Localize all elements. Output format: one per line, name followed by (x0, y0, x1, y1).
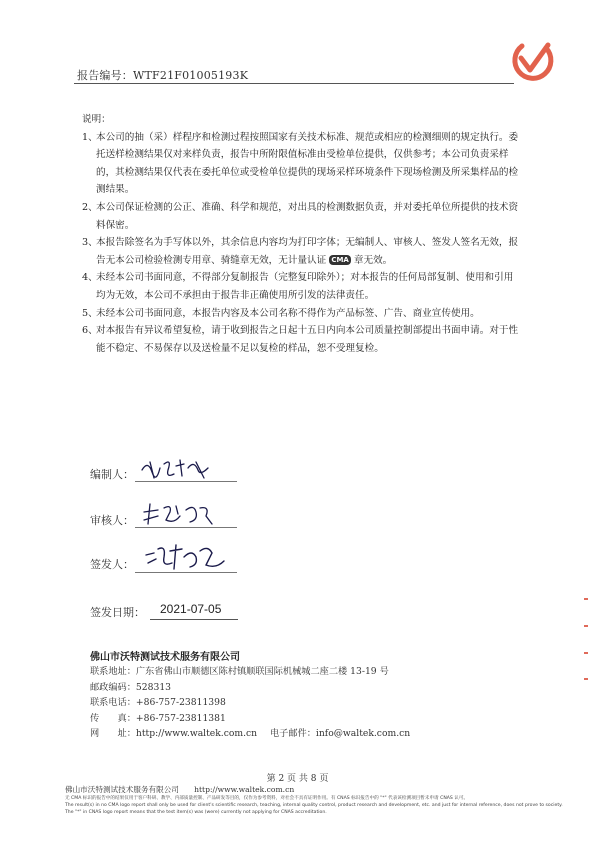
note-text: 未经本公司书面同意，本报告内容及本公司名称不得作为产品标签、广告、商业宣传使用。 (96, 307, 480, 319)
seam-mark (584, 678, 588, 680)
issue-date-value: 2021-07-05 (160, 602, 222, 616)
footer-fine-print: 无 CMA 标识的报告中的结果仅用于客户科研、教学、内部质量控制、产品研发等目的，仅作为参考资料，对社会不具有证明作用。有 CNAS 标识报告中的 "*" 代表该检测项目暂未申请 CNAS 认可。 (65, 796, 469, 801)
note-item (82, 269, 522, 304)
compiler-signature (138, 456, 218, 482)
footer-fine-print: The result(s) in no CMA logo report shall only be used for client's scientific research, teaching, internal quality control, product research and development, etc. and just for internal reference, does not prove to society. (65, 803, 563, 808)
notes-title: 说明： (82, 114, 111, 125)
cma-mark-icon: CMA (331, 256, 349, 265)
company-email[interactable]: 电子邮件：info@waltek.com.cn (270, 728, 411, 739)
note-item (82, 234, 522, 269)
report-number: 报告编号：WTF21F01005193K (77, 69, 249, 82)
note-item (82, 305, 522, 323)
footer-fine-print: The "*" in CNAS logo report means that the test item(s) was (were) currently not applying for CNAS accreditation. (65, 810, 327, 815)
reviewer-label: 审核人： (90, 514, 134, 527)
compiler-label: 编制人： (90, 468, 134, 481)
note-item (82, 322, 522, 357)
seam-mark (584, 598, 588, 600)
company-phone: 联系电话：+86-757-23811398 (90, 697, 226, 708)
reviewer-signature (140, 502, 220, 528)
company-postcode: 邮政编码：528313 (90, 682, 172, 693)
issue-date-line (150, 619, 238, 620)
seam-mark (584, 652, 588, 654)
header-divider (74, 83, 514, 84)
note-text: 对本报告有异议希望复检，请于收到报告之日起十五日内向本公司质量控制部提出书面申请。对于性能不稳定、不易保存以及送检量不足以复检的样品，恕不受理复检。 (96, 325, 519, 354)
note-number: 4、 (82, 272, 98, 284)
footer-company: 佛山市沃特测试技术服务有限公司 http://www.waltek.com.cn (65, 785, 295, 794)
notes-section (82, 111, 522, 357)
note-number: 3、 (82, 237, 98, 249)
company-address: 联系地址：广东省佛山市顺德区陈村镇顺联国际机械城二座二楼 13-19 号 (90, 666, 389, 677)
issue-date-label: 签发日期： (90, 606, 145, 619)
checkmark-ring-logo-icon (508, 40, 556, 84)
note-text: 本公司的抽（采）样程序和检测过程按照国家有关技术标准、规范或相应的检测细则的规定执行。委托送样检测结果仅对来样负责，报告中所附限值标准由受检单位提供，仅供参考；本公司负责采样的，其检测结果仅代表在委托单位或受检单位提供的现场采样环境条件下现场检测及所采集样品的检测结果。 (96, 131, 519, 196)
company-website[interactable]: 网 址：http://www.waltek.com.cn (90, 728, 258, 739)
note-number: 6、 (82, 325, 98, 337)
seam-mark (584, 625, 588, 627)
note-text-part: 章无效。 (353, 254, 393, 266)
note-text (96, 234, 522, 269)
issuer-signature (142, 543, 228, 573)
note-item (82, 199, 522, 234)
note-text-part: 本报告除签名为手写体以外，其余信息内容均为打印字体；无编制人、审核人、签发人签名无效，报告无本公司检验检测专用章、骑缝章无效，无计量认证 (96, 237, 519, 266)
note-text: 本公司保证检测的公正、准确、科学和规范，对出具的检测数据负责，并对委托单位所提供的技术资料保密。 (96, 201, 519, 231)
company-name: 佛山市沃特测试技术服务有限公司 (90, 652, 240, 663)
company-fax: 传 真：+86-757-23811381 (90, 713, 226, 724)
note-number: 1、 (82, 131, 98, 143)
issuer-label: 签发人： (90, 558, 134, 571)
note-number: 5、 (82, 307, 98, 319)
note-number: 2、 (82, 201, 98, 213)
note-text: 未经本公司书面同意，不得部分复制报告（完整复印除外）；对本报告的任何局部复制、使用和引用均为无效，本公司不承担由于报告非正确使用所引发的法律责任。 (96, 272, 514, 301)
page-number: 第 2 页 共 8 页 (266, 774, 329, 784)
note-item (82, 129, 522, 199)
